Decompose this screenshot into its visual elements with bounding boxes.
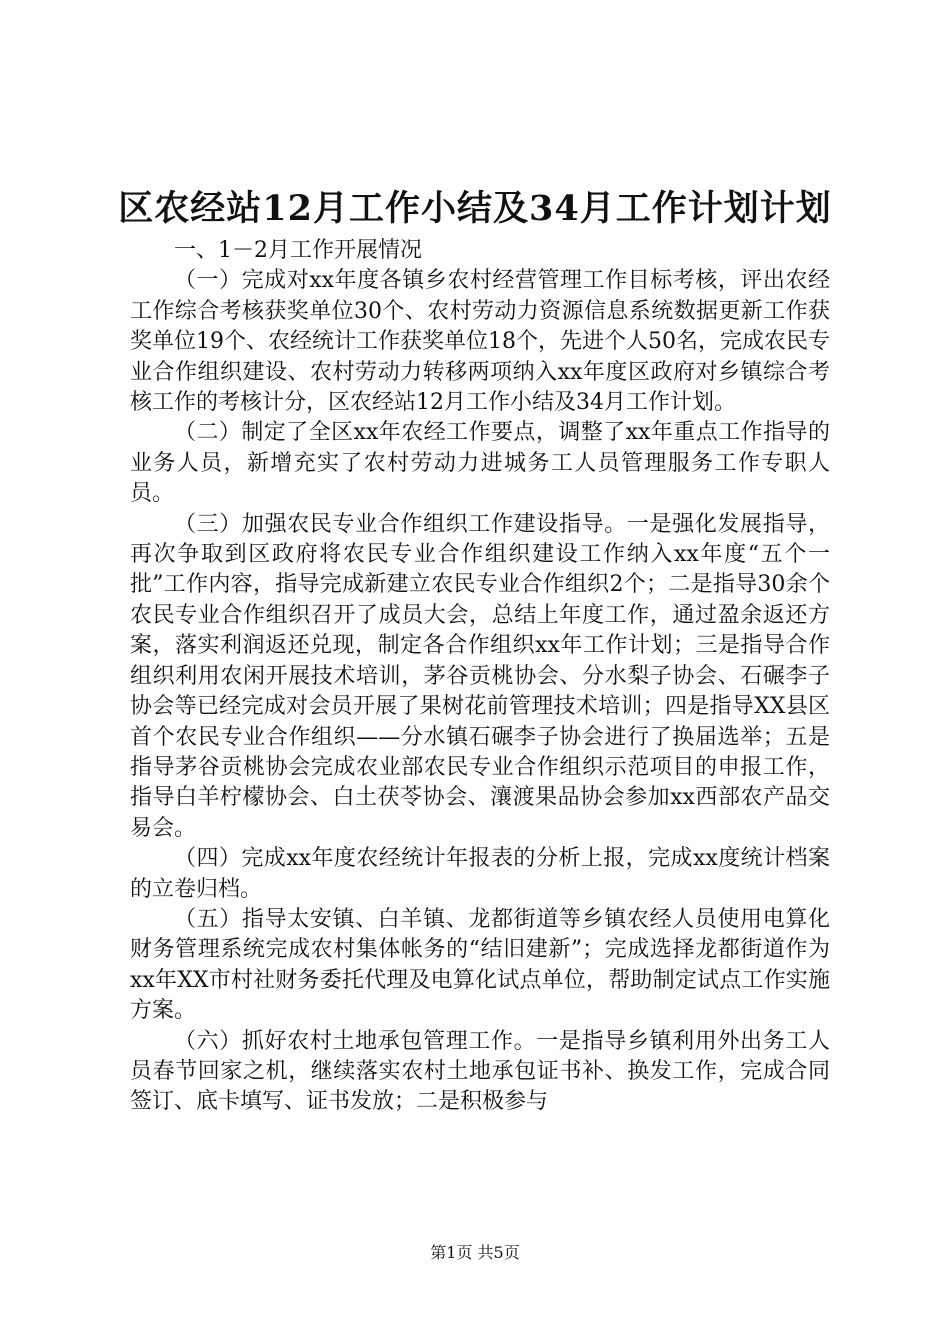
paragraph-4: （四）完成xx年度农经统计年报表的分析上报，完成xx度统计档案的立卷归档。 bbox=[130, 846, 830, 902]
page-number-footer: 第1页 共5页 bbox=[430, 1243, 520, 1262]
paragraph-6: （六）抓好农村土地承包管理工作。一是指导乡镇利用外出务工人员春节回家之机，继续落实农村土地承包证书补、换发工作，完成合同签订、底卡填写、证书发放；二是积极参与 bbox=[130, 1028, 830, 1115]
paragraph-5: （五）指导太安镇、白羊镇、龙都街道等乡镇农经人员使用电算化财务管理系统完成农村集体帐务的“结旧建新”；完成选择龙都街道作为xx年XX市村社财务委托代理及电算化试点单位，帮助制定试点工作实施方案。 bbox=[130, 906, 830, 1024]
section-heading: 一、1－2月工作开展情况 bbox=[174, 238, 422, 263]
paragraph-3: （三）加强农民专业合作组织工作建设指导。一是强化发展指导，再次争取到区政府将农民专业合作组织建设工作纳入xx年度“五个一批”工作内容，指导完成新建立农民专业合作组织2个；二是指导30余个农民专业合作组织召开了成员大会，总结上年度工作，通过盈余返还方案，落实利润返还兑现，制定各合作组织xx年工作计划；三是指导合作组织利用农闲开展技术培训，茅谷贡桃协会、分水梨子协会、石碾李子协会等已经完成对会员开展了果树花前管理技术培训；四是指导XX县区首个农民专业合作组织——分水镇石碾李子协会进行了换届选举；五是指导茅谷贡桃协会完成农业部农民专业合作组织示范项目的申报工作，指导白羊柠檬协会、白土茯苓协会、瀼渡果品协会参加xx西部农产品交易会。 bbox=[130, 511, 830, 841]
paragraph-2: （二）制定了全区xx年农经工作要点，调整了xx年重点工作指导的业务人员，新增充实了农村劳动力进城务工人员管理服务工作专职人员。 bbox=[130, 420, 830, 507]
document-body bbox=[130, 236, 830, 1118]
document-title: 区农经站12月工作小结及34月工作计划计划 bbox=[118, 188, 832, 229]
paragraph-1: （一）完成对xx年度各镇乡农村经营管理工作目标考核，评出农经工作综合考核获奖单位30个、农村劳动力资源信息系统数据更新工作获奖单位19个、农经统计工作获奖单位18个，先进个人50名，完成农民专业合作组织建设、农村劳动力转移两项纳入xx年度区政府对乡镇综合考核工作的考核计分，区农经站12月工作小结及34月工作计划。 bbox=[130, 268, 830, 416]
